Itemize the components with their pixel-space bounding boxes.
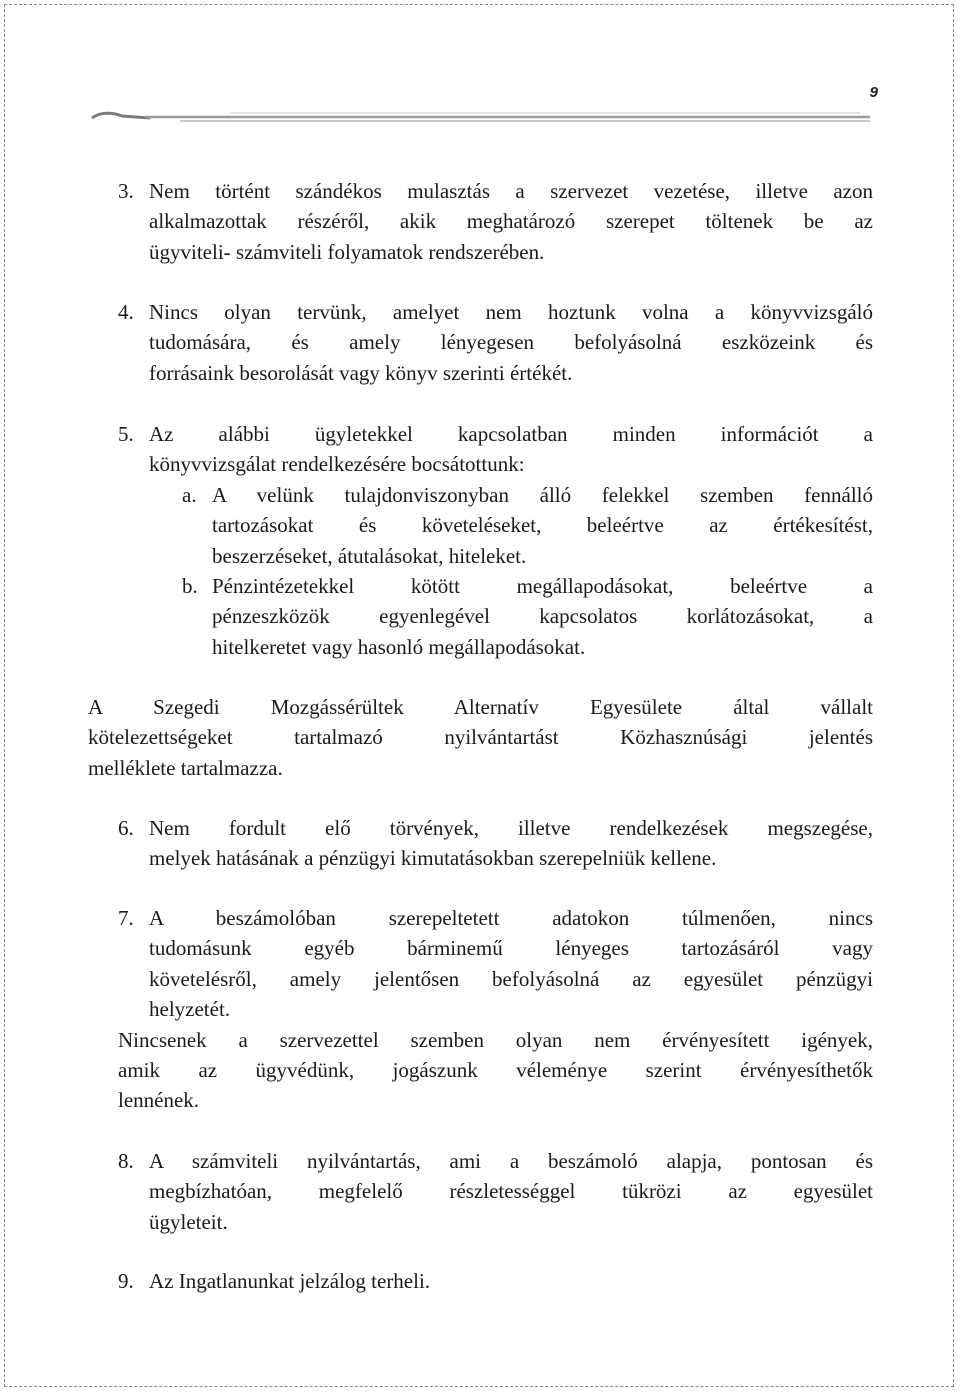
item-3-line-2: alkalmazottak részéről, akik meghatározó szerepet töltenek be az bbox=[149, 209, 873, 234]
item-7-line-3: követelésről, amely jelentősen befolyásolná az egyesület pénzügyi bbox=[149, 966, 873, 991]
claims-paragraph-line-2: amik az ügyvédünk, jogászunk véleménye szerint érvényesíthetők bbox=[118, 1058, 873, 1082]
item-5-line-1: Az alábbi ügyletekkel kapcsolatban minden információt a bbox=[149, 422, 873, 446]
item-9-number: 9. bbox=[118, 1269, 134, 1293]
item-3-line-3: ügyviteli- számviteli folyamatok rendszerében. bbox=[149, 239, 545, 264]
szmae-paragraph-line-1: A Szegedi Mozgássérültek Alternatív Egyesülete által vállalt bbox=[88, 695, 873, 719]
subitem-a-line-1: A velünk tulajdonviszonyban álló felekkel szemben fennálló bbox=[212, 482, 873, 507]
item-8-number: 8. bbox=[118, 1149, 134, 1173]
item-4-line-2: tudomására, és amely lényegesen befolyásolná eszközeink és bbox=[149, 330, 873, 355]
subitem-b-line-1: Pénzintézetekkel kötött megállapodásokat, beleértve a bbox=[212, 574, 873, 598]
item-4-line-1: Nincs olyan tervünk, amelyet nem hoztunk volna a könyvvizsgáló bbox=[149, 300, 873, 324]
item-8-line-2: megbízhatóan, megfelelő részletességgel tükrözi az egyesület bbox=[149, 1179, 873, 1204]
claims-paragraph-line-1: Nincsenek a szervezettel szemben olyan nem érvényesített igények, bbox=[118, 1027, 873, 1052]
item-8-line-1: A számviteli nyilvántartás, ami a beszámoló alapja, pontosan és bbox=[149, 1149, 873, 1173]
item-7-number: 7. bbox=[118, 906, 134, 930]
item-6-line-1: Nem fordult elő törvények, illetve rendelkezések megszegése, bbox=[149, 816, 873, 840]
subitem-a-letter: a. bbox=[182, 482, 197, 507]
szmae-paragraph-line-2: kötelezettségeket tartalmazó nyilvántartást Közhasznúsági jelentés bbox=[88, 725, 873, 750]
subitem-b-letter: b. bbox=[182, 574, 198, 598]
item-3-number: 3. bbox=[118, 179, 134, 203]
item-4-line-3: forrásaink besorolását vagy könyv szerinti értékét. bbox=[149, 360, 573, 385]
item-7-line-2: tudomásunk egyéb bárminemű lényeges tartozásáról vagy bbox=[149, 936, 873, 961]
item-8-line-3: ügyleteit. bbox=[149, 1209, 228, 1234]
subitem-a-line-3: beszerzéseket, átutalásokat, hiteleket. bbox=[212, 543, 527, 568]
item-7-line-4: helyzetét. bbox=[149, 997, 231, 1022]
subitem-a-line-2: tartozásokat és követeléseket, beleértve az értékesítést, bbox=[212, 513, 873, 538]
item-3-line-1: Nem történt szándékos mulasztás a szervezet vezetése, illetve azon bbox=[149, 179, 873, 203]
header-rule bbox=[90, 104, 880, 126]
item-6-number: 6. bbox=[118, 816, 134, 840]
subitem-b-line-3: hitelkeretet vagy hasonló megállapodásokat. bbox=[212, 634, 586, 659]
subitem-b-line-2: pénzeszközök egyenlegével kapcsolatos korlátozásokat, a bbox=[212, 604, 873, 629]
claims-paragraph-line-3: lennének. bbox=[118, 1088, 200, 1113]
item-5-number: 5. bbox=[118, 422, 134, 446]
page-number: 9 bbox=[869, 84, 878, 101]
szmae-paragraph-line-3: melléklete tartalmazza. bbox=[88, 755, 283, 780]
item-9-line-1: Az Ingatlanunkat jelzálog terheli. bbox=[149, 1269, 431, 1293]
item-5-line-2: könyvvizsgálat rendelkezésére bocsátottunk: bbox=[149, 452, 525, 477]
item-7-line-1: A beszámolóban szerepeltetett adatokon túlmenően, nincs bbox=[149, 906, 873, 930]
item-6-line-2: melyek hatásának a pénzügyi kimutatásokban szerepelniük kellene. bbox=[149, 846, 717, 871]
item-4-number: 4. bbox=[118, 300, 134, 324]
